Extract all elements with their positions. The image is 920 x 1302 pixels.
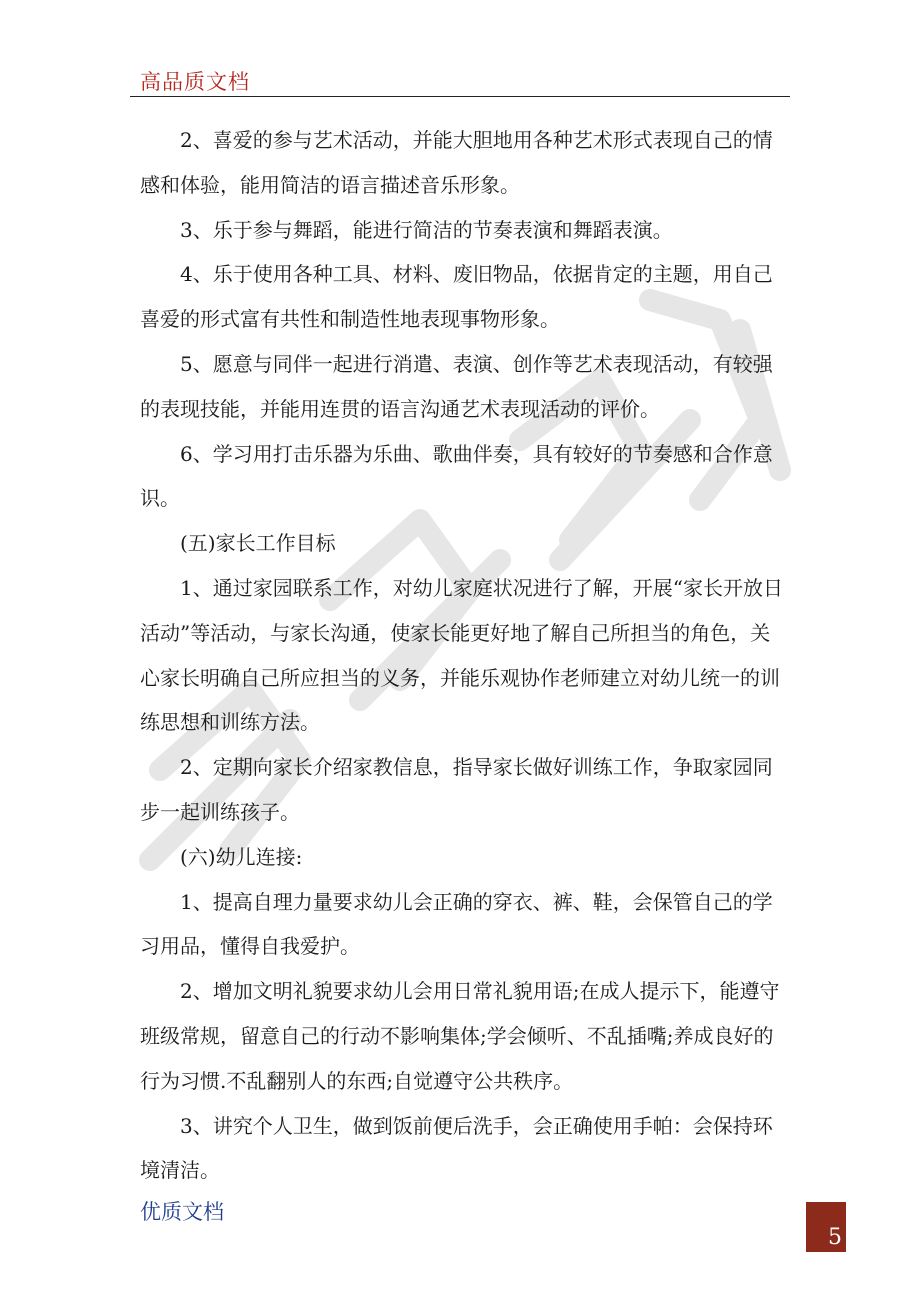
paragraph: 1、提高自理力量要求幼儿会正确的穿衣、裤、鞋，会保管自己的学习用品，懂得自我爱护。	[140, 889, 773, 959]
paragraph: 5、愿意与同伴一起进行消遣、表演、创作等艺术表现活动，有较强的表现技能，并能用连贯的语言沟通艺术表现活动的评价。	[140, 351, 773, 421]
document-body	[140, 118, 790, 1193]
paragraph: 2、增加文明礼貌要求幼儿会用日常礼貌用语;在成人提示下，能遵守班级常规，留意自己的行动不影响集体;学会倾听、不乱插嘴;养成良好的行为习惯.不乱翻别人的东西;自觉遵守公共秩序。	[140, 979, 780, 1093]
header-divider	[130, 96, 790, 97]
page-number: 5	[828, 1225, 842, 1250]
section-heading: (五)家长工作目标	[180, 531, 336, 556]
paragraph: 3、乐于参与舞蹈，能进行简洁的节奏表演和舞蹈表演。	[180, 217, 673, 242]
paragraph: 2、喜爱的参与艺术活动，并能大胆地用各种艺术形式表现自己的情感和体验，能用简洁的语言描述音乐形象。	[140, 128, 773, 197]
footer-title: 优质文档	[140, 1200, 224, 1224]
paragraph: 3、讲究个人卫生，做到饭前便后洗手，会正确使用手帕：会保持环境清洁。	[140, 1113, 773, 1183]
paragraph: 6、学习用打击乐器为乐曲、歌曲伴奏，具有较好的节奏感和合作意识。	[140, 441, 773, 511]
paragraph: 2、定期向家长介绍家教信息，指导家长做好训练工作，争取家园同步一起训练孩子。	[140, 755, 773, 824]
header-title: 高品质文档	[140, 70, 250, 94]
paragraph: 4、乐于使用各种工具、材料、废旧物品，依据肯定的主题，用自己喜爱的形式富有共性和制造性地表现事物形象。	[140, 262, 773, 332]
paragraph: 1、通过家园联系工作，对幼儿家庭状况进行了解，开展“家长开放日活动”等活动，与家长沟通，使家长能更好地了解自己所担当的角色，关心家长明确自己所应担当的义务，并能乐观协作老师建立对幼儿统一的训练思想和训练方法。	[140, 575, 783, 735]
page-number-badge	[806, 1202, 846, 1252]
section-heading: (六)幼儿连接:	[180, 844, 303, 869]
